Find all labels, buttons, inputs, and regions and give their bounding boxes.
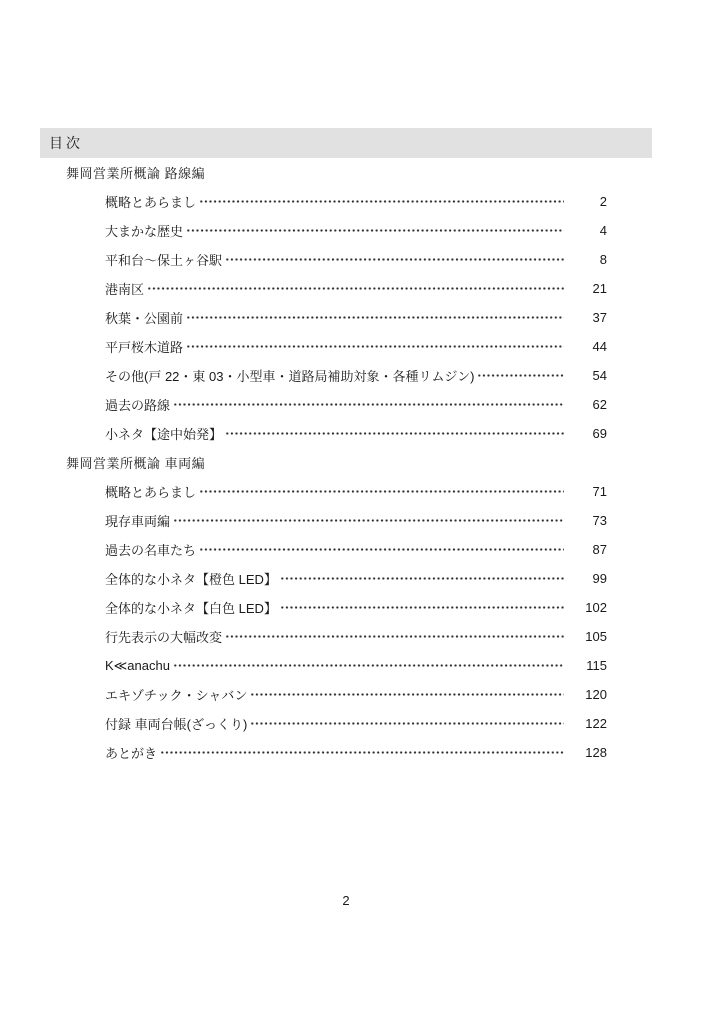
toc-entry-page: 120 — [585, 687, 607, 702]
table-of-contents — [66, 158, 607, 767]
toc-entry-label: 小ネタ【途中始発】 — [105, 427, 223, 442]
toc-entry-label: 全体的な小ネタ【橙色 LED】 — [105, 572, 277, 587]
toc-entry-page: 73 — [592, 513, 607, 528]
toc-entry-label: 平戸桜木道路 — [105, 340, 184, 355]
toc-entry-page: 37 — [592, 310, 607, 325]
dotted-leader — [186, 311, 564, 324]
toc-entry-page: 115 — [586, 658, 607, 673]
toc-entry — [66, 709, 607, 738]
dotted-leader — [199, 485, 564, 498]
toc-entry — [66, 361, 607, 390]
toc-entry-label: 全体的な小ネタ【白色 LED】 — [105, 601, 277, 616]
dotted-leader — [199, 195, 564, 208]
toc-entry-page: 99 — [592, 571, 607, 586]
toc-entry-label: 平和台～保土ヶ谷駅 — [105, 253, 223, 268]
toc-entry-label: 過去の路線 — [105, 398, 171, 413]
toc-entry-page: 4 — [599, 223, 607, 238]
toc-entry-page: 122 — [585, 716, 607, 731]
toc-entry-page: 71 — [592, 484, 607, 499]
toc-entry — [66, 535, 607, 564]
dotted-leader — [173, 659, 564, 672]
toc-entry-page: 62 — [592, 397, 607, 412]
toc-entry-label: 現存車両編 — [105, 514, 171, 529]
dotted-leader — [186, 340, 564, 353]
section-heading-label: 舞岡営業所概論 路線編 — [66, 166, 206, 181]
page-title: 目次 — [49, 135, 83, 151]
dotted-leader — [225, 630, 564, 643]
toc-entry-label: 過去の名車たち — [105, 543, 197, 558]
dotted-leader — [160, 746, 564, 759]
section-heading-vehicles — [66, 448, 607, 477]
toc-entry — [66, 738, 607, 767]
toc-entry — [66, 419, 607, 448]
section-heading-label: 舞岡営業所概論 車両編 — [66, 456, 206, 471]
dotted-leader — [173, 514, 564, 527]
toc-entry-page: 54 — [592, 368, 607, 383]
dotted-leader — [280, 601, 564, 614]
dotted-leader — [186, 224, 564, 237]
toc-entry — [66, 680, 607, 709]
toc-entry-page: 69 — [592, 426, 607, 441]
toc-entry-label: 行先表示の大幅改変 — [105, 630, 223, 645]
dotted-leader — [199, 543, 564, 556]
toc-entry-label: 秋葉・公園前 — [105, 311, 184, 326]
toc-entry — [66, 187, 607, 216]
toc-entry-label: 概略とあらまし — [105, 195, 197, 210]
toc-entry-page: 2 — [599, 194, 607, 209]
dotted-leader — [225, 427, 564, 440]
toc-entry — [66, 622, 607, 651]
toc-entry — [66, 245, 607, 274]
toc-entry-label: その他(戸 22・東 03・小型車・道路局補助対象・各種リムジン) — [105, 369, 475, 384]
toc-entry — [66, 564, 607, 593]
toc-entry-page: 44 — [592, 339, 607, 354]
toc-entry — [66, 303, 607, 332]
toc-entry — [66, 477, 607, 506]
toc-entry — [66, 651, 607, 680]
dotted-leader — [173, 398, 564, 411]
toc-entry-label: 概略とあらまし — [105, 485, 197, 500]
toc-entry-label: エキゾチック・シャバン — [105, 688, 248, 703]
toc-entry-page: 128 — [585, 745, 607, 760]
toc-entry — [66, 274, 607, 303]
toc-entry-page: 8 — [599, 252, 607, 267]
dotted-leader — [250, 688, 564, 701]
toc-entry-label: 付録 車両台帳(ざっくり) — [105, 717, 248, 732]
toc-entry — [66, 332, 607, 361]
toc-entry — [66, 390, 607, 419]
toc-entry-page: 21 — [592, 281, 607, 296]
footer-page-number: 2 — [342, 893, 350, 908]
toc-entry-page: 105 — [585, 629, 607, 644]
toc-entry-label: K≪anachu — [105, 657, 170, 673]
toc-title-bar — [40, 128, 652, 158]
toc-entry — [66, 593, 607, 622]
toc-entry-page: 87 — [592, 542, 607, 557]
section-heading-routes — [66, 158, 607, 187]
toc-entry — [66, 506, 607, 535]
toc-entry-label: 大まかな歴史 — [105, 224, 184, 239]
toc-entry-label: あとがき — [105, 746, 158, 761]
toc-entry-page: 102 — [585, 600, 607, 615]
dotted-leader — [250, 717, 564, 730]
dotted-leader — [225, 253, 564, 266]
dotted-leader — [147, 282, 564, 295]
toc-entry-label: 港南区 — [105, 282, 145, 297]
dotted-leader — [280, 572, 564, 585]
toc-entry — [66, 216, 607, 245]
dotted-leader — [477, 369, 564, 382]
